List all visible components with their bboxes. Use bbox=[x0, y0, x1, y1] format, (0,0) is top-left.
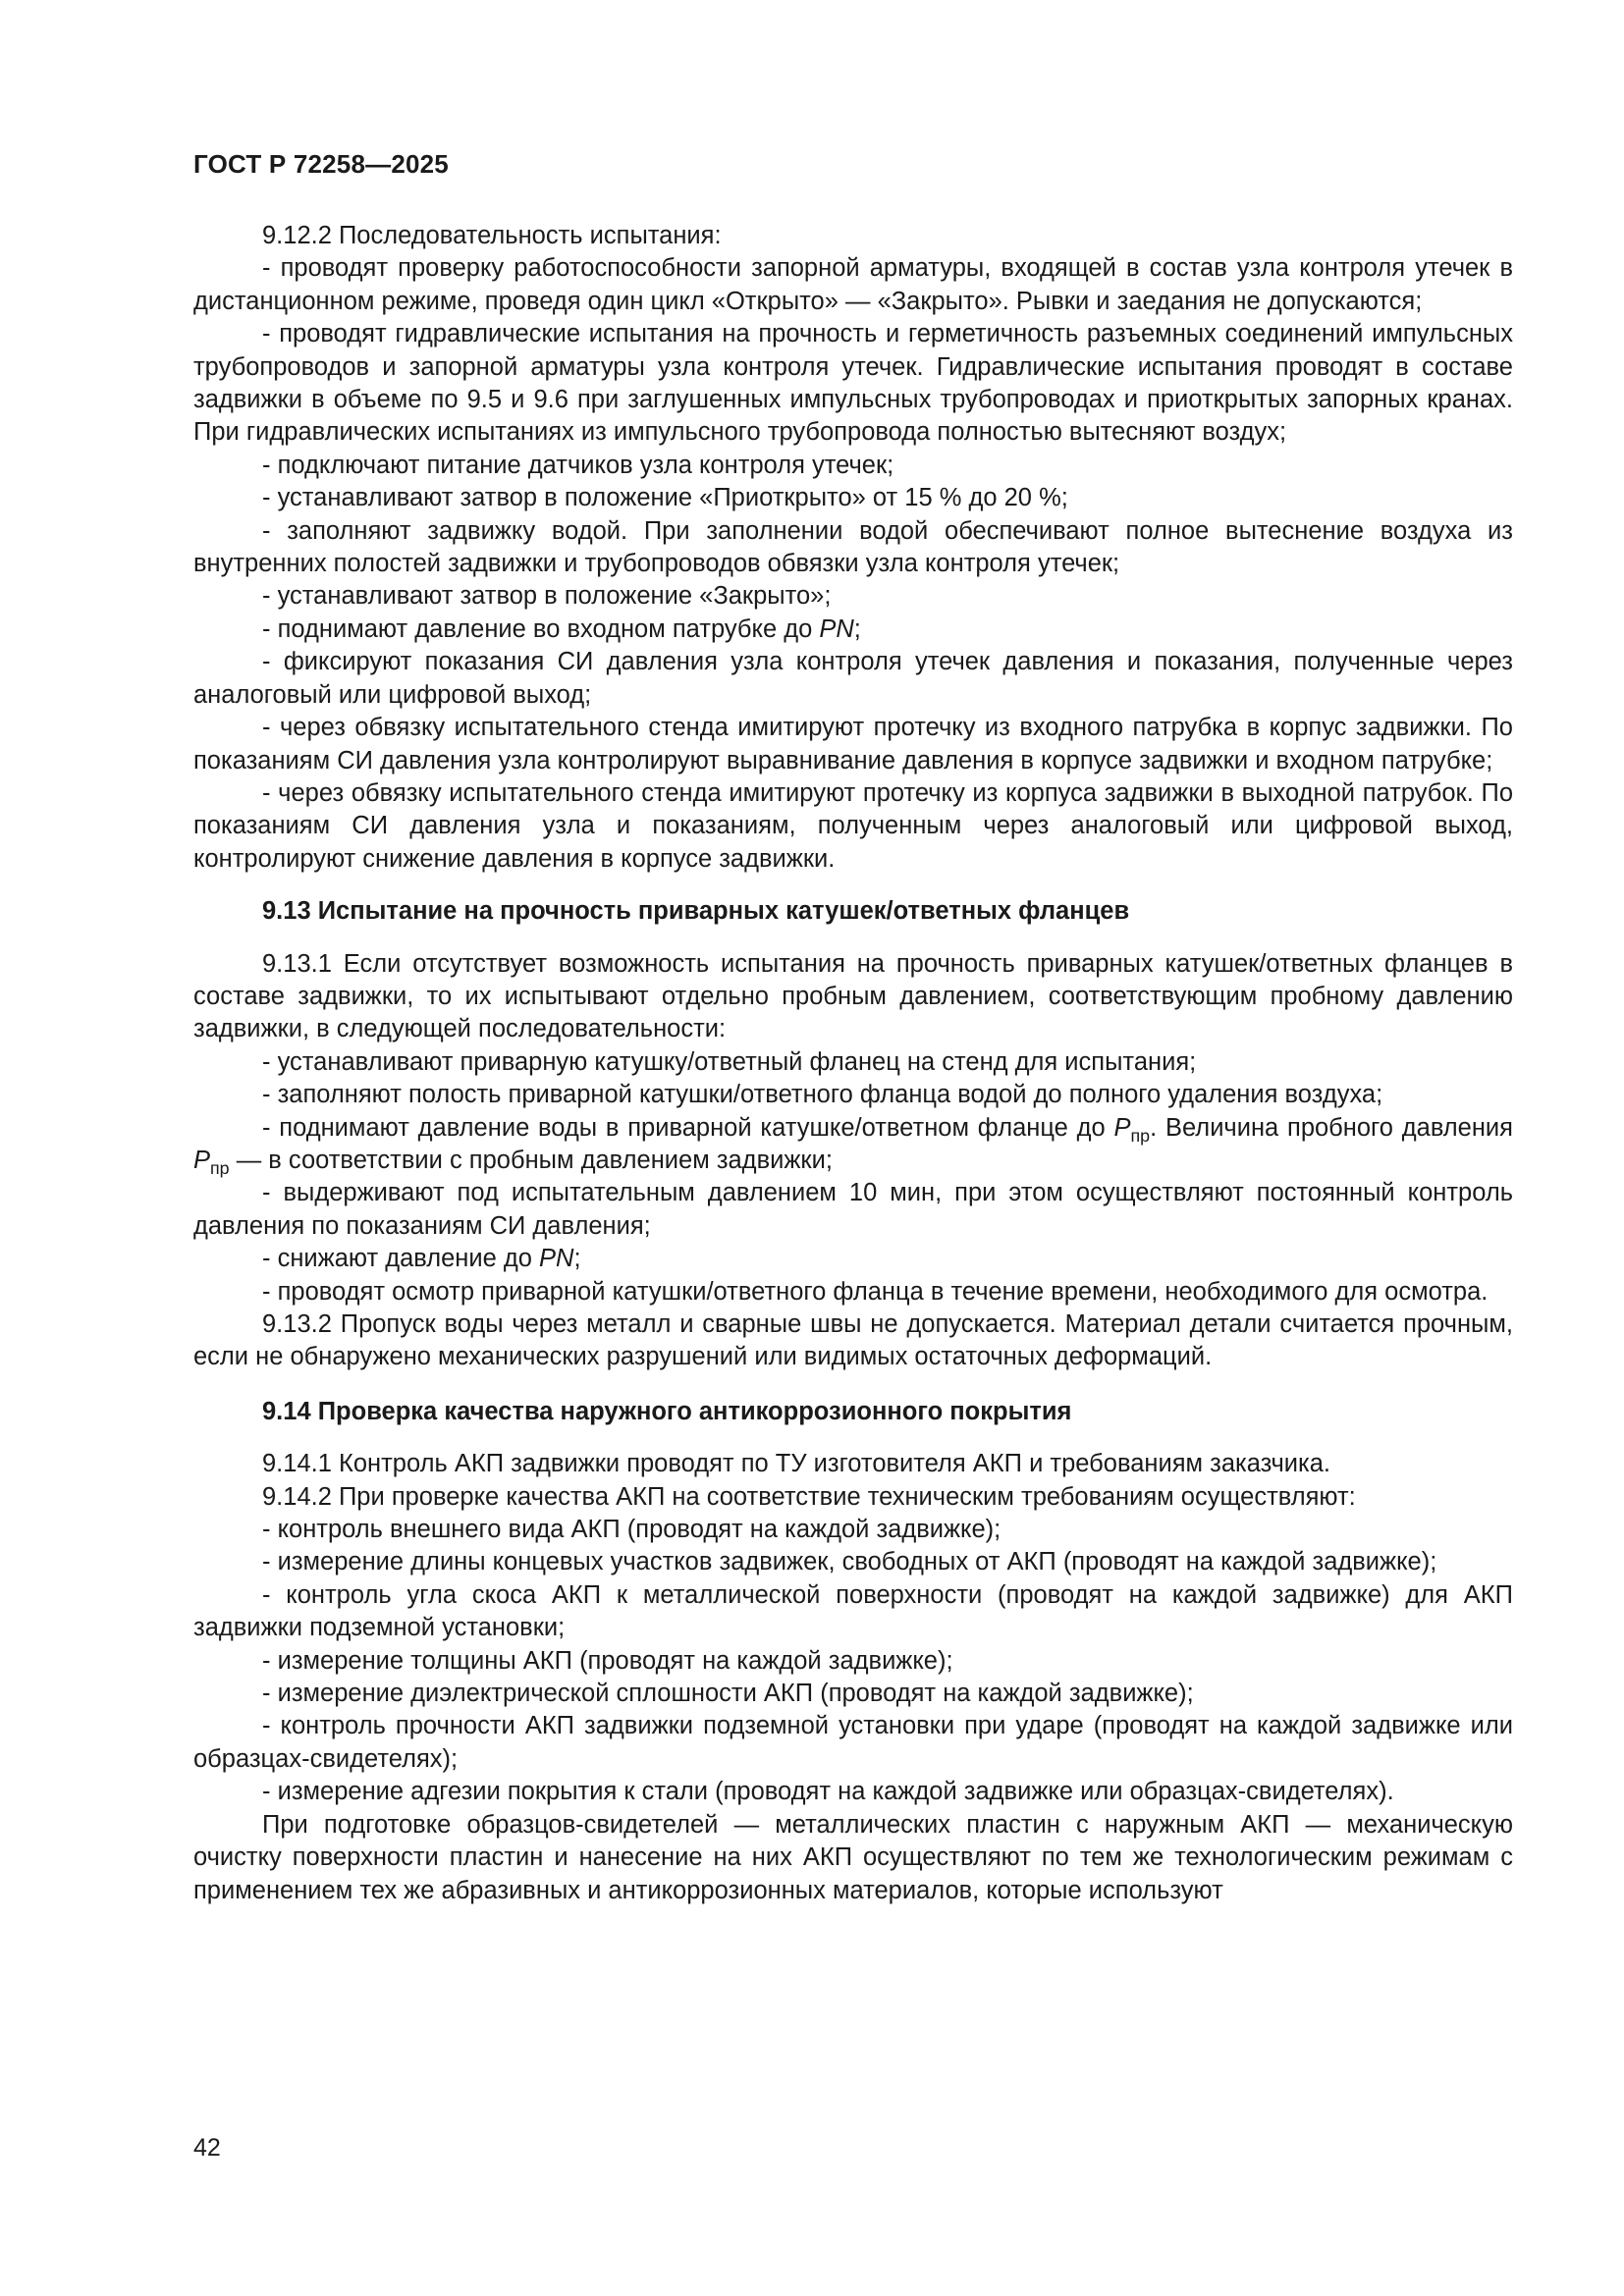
section-9-12-2-title: 9.12.2 Последовательность испытания: bbox=[262, 222, 722, 249]
list-item: - измерение адгезии покрытия к стали (проводят на каждой задвижке или образцах-свидетелях). bbox=[262, 1778, 1394, 1806]
list-item-reduce-pressure: - снижают давление до PN; bbox=[262, 1245, 581, 1273]
list-item: - заполняют полость приварной катушки/ответного фланца водой до полного удаления воздуха; bbox=[262, 1081, 1383, 1109]
list-item: - через обвязку испытательного стенда имитируют протечку из входного патрубка в корпус задвижки. По показаниям СИ давления узла контролируют выравнивание давления в корпусе задвижки и входном патрубке; bbox=[193, 714, 1513, 774]
p-subscript: пр bbox=[1130, 1125, 1151, 1146]
section-9-14-1-paragraph: 9.14.1 Контроль АКП задвижки проводят по ТУ изготовителя АКП и требованиям заказчика. bbox=[262, 1450, 1330, 1478]
pn-symbol: PN bbox=[539, 1245, 574, 1273]
p-symbol: P bbox=[1113, 1113, 1131, 1142]
list-item: - проводят гидравлические испытания на прочность и герметичность разъемных соединений импульсных трубопроводов и запорной арматуры узла контроля утечек. Гидравлические испытания проводят в составе задвижки в объеме по 9.5 и 9.6 при заглушенных импульсных трубопроводах и приоткрытых запорных кранах. При гидравлических испытаниях из импульсного трубопровода полностью вытесняют воздух; bbox=[193, 320, 1513, 447]
list-item: - проводят осмотр приварной катушки/ответного фланца в течение времени, необходимого для осмотра. bbox=[262, 1277, 1489, 1306]
page-number: 42 bbox=[193, 2134, 221, 2162]
p-subscript: пр bbox=[210, 1157, 230, 1178]
list-item: - устанавливают приварную катушку/ответный фланец на стенд для испытания; bbox=[262, 1047, 1197, 1076]
list-item: - устанавливают затвор в положение «Закрыто»; bbox=[262, 582, 832, 611]
list-item: - измерение толщины АКП (проводят на каждой задвижке); bbox=[262, 1646, 953, 1675]
list-item: - измерение длины концевых участков задвижек, свободных от АКП (проводят на каждой задвижке); bbox=[262, 1548, 1437, 1576]
section-9-14-2-paragraph: 9.14.2 При проверке качества АКП на соответствие техническим требованиям осуществляют: bbox=[262, 1482, 1356, 1511]
pn-symbol: PN bbox=[819, 614, 854, 643]
list-item: - подключают питание датчиков узла контроля утечек; bbox=[262, 451, 894, 479]
list-item: - выдерживают под испытательным давлением 10 мин, при этом осуществляют постоянный контроль давления по показаниям СИ давления; bbox=[193, 1179, 1513, 1240]
section-9-13-1-paragraph: 9.13.1 Если отсутствует возможность испытания на прочность приварных катушек/ответных фланцев в составе задвижки, то их испытывают отдельно пробным давлением, соответствующим пробному давлению задвижки, в следующей последовательности: bbox=[193, 949, 1513, 1043]
page-body bbox=[193, 220, 1513, 1907]
section-9-14-samples-paragraph: При подготовке образцов-свидетелей — металлических пластин с наружным АКП — механическую очистку поверхности пластин и нанесение на них АКП осуществляют по тем же технологическим режимам с применением тех же абразивных и антикоррозионных материалов, которые используют bbox=[193, 1810, 1513, 1904]
list-item-raise-pressure: - поднимают давление во входном патрубке до PN; bbox=[262, 614, 861, 643]
list-item: - контроль внешнего вида АКП (проводят на каждой задвижке); bbox=[262, 1516, 1001, 1544]
list-item: - фиксируют показания СИ давления узла контроля утечек давления и показания, полученные через аналоговый или цифровой выход; bbox=[193, 648, 1513, 709]
standard-id-header: ГОСТ Р 72258—2025 bbox=[193, 149, 449, 179]
list-item-test-pressure: - поднимают давление воды в приварной катушке/ответном фланце до $P_{пр}$. Величина пробного давления $P_{пр}$ — в соответствии с пробным давлением задвижки; bbox=[193, 1113, 1513, 1178]
list-item: - заполняют задвижку водой. При заполнении водой обеспечивают полное вытеснение воздуха из внутренних полостей задвижки и трубопроводов обвязки узла контроля утечек; bbox=[193, 516, 1513, 578]
list-item: - проводят проверку работоспособности запорной арматуры, входящей в состав узла контроля утечек в дистанционном режиме, проведя один цикл «Открыто» — «Закрыто». Рывки и заедания не допускаются; bbox=[193, 254, 1513, 315]
list-item: - контроль прочности АКП задвижки подземной установки при ударе (проводят на каждой задвижке или образцах-свидетелях); bbox=[193, 1712, 1513, 1773]
section-9-13-heading: 9.13 Испытание на прочность приварных катушек/ответных фланцев bbox=[262, 897, 1130, 926]
p-symbol: P bbox=[193, 1146, 211, 1174]
section-9-14-heading: 9.14 Проверка качества наружного антикоррозионного покрытия bbox=[262, 1397, 1072, 1425]
list-item: - через обвязку испытательного стенда имитируют протечку из корпуса задвижки в выходной патрубок. По показаниям СИ давления узла и показаниям, полученным через аналоговый или цифровой выход, контролируют снижение давления в корпусе задвижки. bbox=[193, 778, 1513, 873]
list-item: - устанавливают затвор в положение «Приоткрыто» от 15 % до 20 %; bbox=[262, 484, 1068, 512]
list-item: - измерение диэлектрической сплошности АКП (проводят на каждой задвижке); bbox=[262, 1680, 1194, 1708]
section-9-13-2-paragraph: 9.13.2 Пропуск воды через металл и сварные швы не допускается. Материал детали считается прочным, если не обнаружено механических разрушений или видимых остаточных деформаций. bbox=[193, 1310, 1513, 1371]
list-item: - контроль угла скоса АКП к металлической поверхности (проводят на каждой задвижке) для АКП задвижки подземной установки; bbox=[193, 1580, 1513, 1642]
